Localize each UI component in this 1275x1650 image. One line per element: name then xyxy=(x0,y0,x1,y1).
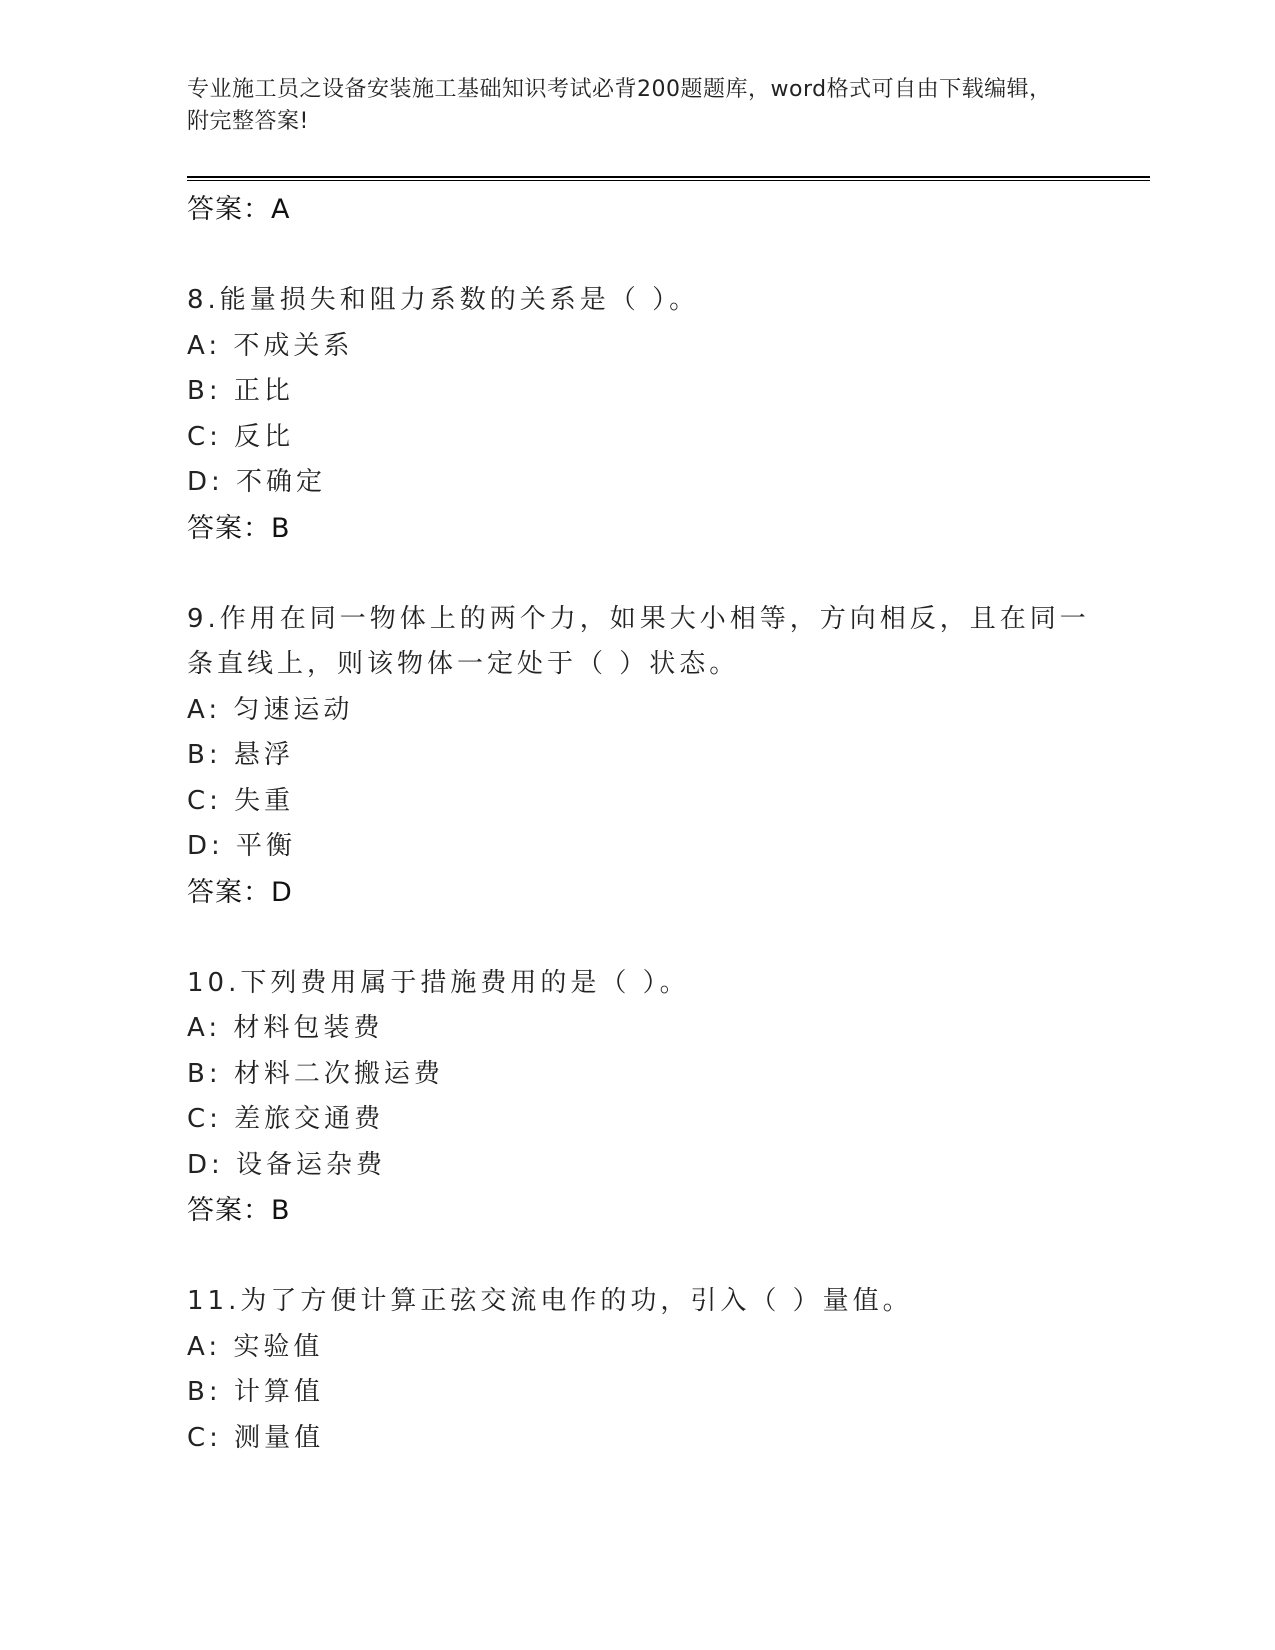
spacer xyxy=(187,233,1087,279)
question-stem-continued: 条直线上，则该物体一定处于（ ）状态。 xyxy=(187,649,740,679)
option-b: B: 正比 xyxy=(187,376,294,406)
option-c: C: 反比 xyxy=(187,421,295,452)
question-8 xyxy=(187,278,1087,551)
spacer xyxy=(187,551,1087,597)
question-stem: 8.能量损失和阻力系数的关系是（ ）。 xyxy=(187,285,700,315)
option-b: B: 材料二次搬运费 xyxy=(187,1058,444,1089)
question-list xyxy=(187,187,1090,1461)
question-9 xyxy=(187,597,1090,916)
option-b: B: 计算值 xyxy=(187,1377,324,1407)
question-stem: 11.为了方便计算正弦交流电作的功，引入（ ）量值。 xyxy=(187,1286,913,1316)
option-a: A: 材料包装费 xyxy=(187,1013,384,1043)
answer-line: 答案：B xyxy=(187,512,291,544)
document-title: 专业施工员之设备安装施工基础知识考试必背200题题库，word格式可自由下载编辑，附完整答案! xyxy=(187,77,1052,134)
option-d: D: 设备运杂费 xyxy=(187,1149,387,1180)
spacer xyxy=(187,915,1087,961)
option-a: A: 匀速运动 xyxy=(187,694,354,725)
option-c: C: 失重 xyxy=(187,785,295,816)
option-a: A: 不成关系 xyxy=(187,330,354,361)
answer-line: 答案：A xyxy=(187,194,291,225)
option-a: A: 实验值 xyxy=(187,1331,324,1362)
option-b: B: 悬浮 xyxy=(187,740,294,770)
answer-line: 答案：B xyxy=(187,1195,291,1226)
header-divider xyxy=(187,176,1150,181)
question-10 xyxy=(187,961,1087,1234)
option-c: C: 测量值 xyxy=(187,1422,325,1453)
question-11 xyxy=(187,1279,1087,1461)
option-d: D: 平衡 xyxy=(187,831,297,861)
question-stem: 9.作用在同一物体上的两个力，如果大小相等，方向相反，且在同一 xyxy=(187,603,1090,634)
option-c: C: 差旅交通费 xyxy=(187,1104,385,1134)
answer-line: 答案：D xyxy=(187,876,293,908)
question-stem: 10.下列费用属于措施费用的是（ ）。 xyxy=(187,967,690,998)
option-d: D: 不确定 xyxy=(187,467,327,497)
spacer xyxy=(187,1234,1087,1280)
page-header xyxy=(187,74,1067,138)
